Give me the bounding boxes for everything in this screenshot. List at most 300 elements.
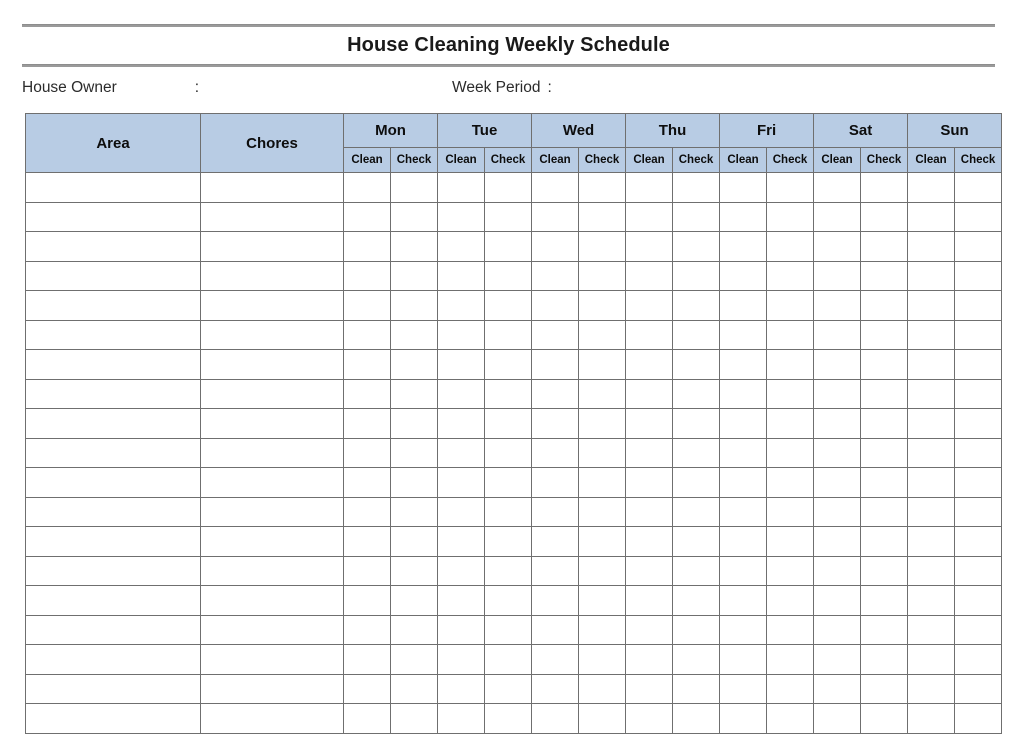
cell-fri-check[interactable] <box>767 409 814 439</box>
cell-sun-check[interactable] <box>955 261 1002 291</box>
cell-fri-clean[interactable] <box>720 173 767 203</box>
cell-mon-clean[interactable] <box>344 173 391 203</box>
cell-sun-check[interactable] <box>955 438 1002 468</box>
cell-area[interactable] <box>26 497 201 527</box>
cell-fri-check[interactable] <box>767 468 814 498</box>
cell-wed-check[interactable] <box>579 409 626 439</box>
cell-mon-clean[interactable] <box>344 409 391 439</box>
cell-thu-clean[interactable] <box>626 527 673 557</box>
cell-chores[interactable] <box>201 497 344 527</box>
cell-fri-check[interactable] <box>767 586 814 616</box>
cell-sat-check[interactable] <box>861 202 908 232</box>
cell-sat-check[interactable] <box>861 527 908 557</box>
cell-sun-clean[interactable] <box>908 232 955 262</box>
cell-wed-check[interactable] <box>579 232 626 262</box>
cell-area[interactable] <box>26 527 201 557</box>
cell-chores[interactable] <box>201 468 344 498</box>
cell-wed-check[interactable] <box>579 438 626 468</box>
cell-sun-clean[interactable] <box>908 615 955 645</box>
cell-tue-check[interactable] <box>485 645 532 675</box>
cell-fri-clean[interactable] <box>720 232 767 262</box>
cell-thu-clean[interactable] <box>626 438 673 468</box>
cell-fri-clean[interactable] <box>720 497 767 527</box>
cell-thu-check[interactable] <box>673 350 720 380</box>
cell-area[interactable] <box>26 556 201 586</box>
cell-sat-check[interactable] <box>861 645 908 675</box>
cell-tue-check[interactable] <box>485 615 532 645</box>
cell-sat-check[interactable] <box>861 409 908 439</box>
cell-area[interactable] <box>26 586 201 616</box>
cell-fri-clean[interactable] <box>720 645 767 675</box>
cell-mon-check[interactable] <box>391 202 438 232</box>
cell-fri-check[interactable] <box>767 202 814 232</box>
cell-wed-clean[interactable] <box>532 438 579 468</box>
cell-area[interactable] <box>26 320 201 350</box>
cell-fri-check[interactable] <box>767 173 814 203</box>
cell-area[interactable] <box>26 674 201 704</box>
cell-mon-clean[interactable] <box>344 350 391 380</box>
cell-fri-check[interactable] <box>767 291 814 321</box>
cell-mon-check[interactable] <box>391 586 438 616</box>
cell-wed-check[interactable] <box>579 261 626 291</box>
cell-sat-clean[interactable] <box>814 320 861 350</box>
cell-chores[interactable] <box>201 173 344 203</box>
cell-fri-clean[interactable] <box>720 350 767 380</box>
cell-tue-check[interactable] <box>485 350 532 380</box>
cell-chores[interactable] <box>201 232 344 262</box>
cell-tue-clean[interactable] <box>438 320 485 350</box>
cell-mon-clean[interactable] <box>344 438 391 468</box>
cell-thu-clean[interactable] <box>626 320 673 350</box>
cell-sun-clean[interactable] <box>908 645 955 675</box>
cell-sat-check[interactable] <box>861 674 908 704</box>
cell-sun-check[interactable] <box>955 674 1002 704</box>
cell-mon-check[interactable] <box>391 645 438 675</box>
cell-thu-clean[interactable] <box>626 468 673 498</box>
cell-mon-clean[interactable] <box>344 291 391 321</box>
cell-sun-check[interactable] <box>955 350 1002 380</box>
cell-mon-check[interactable] <box>391 291 438 321</box>
cell-thu-clean[interactable] <box>626 379 673 409</box>
cell-tue-check[interactable] <box>485 173 532 203</box>
cell-tue-clean[interactable] <box>438 202 485 232</box>
cell-mon-clean[interactable] <box>344 379 391 409</box>
cell-tue-clean[interactable] <box>438 645 485 675</box>
cell-mon-check[interactable] <box>391 468 438 498</box>
cell-wed-check[interactable] <box>579 468 626 498</box>
cell-fri-clean[interactable] <box>720 438 767 468</box>
cell-tue-clean[interactable] <box>438 615 485 645</box>
cell-fri-check[interactable] <box>767 232 814 262</box>
cell-sat-clean[interactable] <box>814 291 861 321</box>
cell-fri-check[interactable] <box>767 497 814 527</box>
cell-mon-check[interactable] <box>391 232 438 262</box>
cell-thu-check[interactable] <box>673 409 720 439</box>
cell-sat-check[interactable] <box>861 615 908 645</box>
cell-tue-clean[interactable] <box>438 409 485 439</box>
cell-thu-check[interactable] <box>673 202 720 232</box>
cell-sun-check[interactable] <box>955 202 1002 232</box>
cell-mon-check[interactable] <box>391 615 438 645</box>
cell-fri-clean[interactable] <box>720 291 767 321</box>
cell-tue-check[interactable] <box>485 674 532 704</box>
cell-sat-clean[interactable] <box>814 586 861 616</box>
cell-fri-clean[interactable] <box>720 468 767 498</box>
cell-wed-check[interactable] <box>579 704 626 734</box>
cell-sun-check[interactable] <box>955 497 1002 527</box>
cell-sun-check[interactable] <box>955 468 1002 498</box>
cell-thu-clean[interactable] <box>626 556 673 586</box>
cell-tue-check[interactable] <box>485 704 532 734</box>
cell-tue-clean[interactable] <box>438 704 485 734</box>
cell-tue-check[interactable] <box>485 468 532 498</box>
cell-fri-clean[interactable] <box>720 202 767 232</box>
cell-thu-check[interactable] <box>673 379 720 409</box>
cell-sun-check[interactable] <box>955 173 1002 203</box>
cell-tue-clean[interactable] <box>438 438 485 468</box>
cell-thu-check[interactable] <box>673 556 720 586</box>
cell-thu-check[interactable] <box>673 704 720 734</box>
cell-sat-check[interactable] <box>861 320 908 350</box>
cell-sat-check[interactable] <box>861 438 908 468</box>
cell-thu-check[interactable] <box>673 615 720 645</box>
cell-tue-clean[interactable] <box>438 379 485 409</box>
cell-wed-clean[interactable] <box>532 674 579 704</box>
cell-chores[interactable] <box>201 291 344 321</box>
cell-sat-clean[interactable] <box>814 261 861 291</box>
cell-area[interactable] <box>26 468 201 498</box>
cell-wed-clean[interactable] <box>532 497 579 527</box>
cell-sat-clean[interactable] <box>814 232 861 262</box>
cell-thu-check[interactable] <box>673 320 720 350</box>
cell-chores[interactable] <box>201 615 344 645</box>
cell-mon-check[interactable] <box>391 674 438 704</box>
cell-wed-clean[interactable] <box>532 586 579 616</box>
cell-thu-clean[interactable] <box>626 291 673 321</box>
cell-sun-clean[interactable] <box>908 409 955 439</box>
cell-mon-check[interactable] <box>391 320 438 350</box>
cell-thu-clean[interactable] <box>626 645 673 675</box>
cell-thu-check[interactable] <box>673 645 720 675</box>
cell-area[interactable] <box>26 232 201 262</box>
cell-tue-check[interactable] <box>485 409 532 439</box>
cell-thu-check[interactable] <box>673 173 720 203</box>
cell-wed-clean[interactable] <box>532 615 579 645</box>
cell-chores[interactable] <box>201 527 344 557</box>
cell-area[interactable] <box>26 615 201 645</box>
cell-mon-clean[interactable] <box>344 615 391 645</box>
cell-sat-clean[interactable] <box>814 497 861 527</box>
cell-tue-check[interactable] <box>485 291 532 321</box>
cell-chores[interactable] <box>201 704 344 734</box>
cell-mon-clean[interactable] <box>344 704 391 734</box>
cell-sat-check[interactable] <box>861 704 908 734</box>
cell-sat-clean[interactable] <box>814 704 861 734</box>
cell-chores[interactable] <box>201 350 344 380</box>
cell-thu-clean[interactable] <box>626 586 673 616</box>
cell-mon-check[interactable] <box>391 704 438 734</box>
cell-fri-clean[interactable] <box>720 674 767 704</box>
cell-mon-clean[interactable] <box>344 674 391 704</box>
cell-sun-clean[interactable] <box>908 320 955 350</box>
cell-fri-check[interactable] <box>767 556 814 586</box>
cell-wed-clean[interactable] <box>532 320 579 350</box>
cell-sun-check[interactable] <box>955 409 1002 439</box>
cell-area[interactable] <box>26 379 201 409</box>
cell-sun-check[interactable] <box>955 320 1002 350</box>
cell-sat-clean[interactable] <box>814 409 861 439</box>
cell-thu-check[interactable] <box>673 527 720 557</box>
cell-thu-check[interactable] <box>673 232 720 262</box>
cell-area[interactable] <box>26 291 201 321</box>
cell-sat-clean[interactable] <box>814 645 861 675</box>
cell-thu-check[interactable] <box>673 497 720 527</box>
cell-sun-check[interactable] <box>955 379 1002 409</box>
cell-fri-check[interactable] <box>767 320 814 350</box>
cell-wed-clean[interactable] <box>532 527 579 557</box>
cell-tue-check[interactable] <box>485 202 532 232</box>
cell-mon-clean[interactable] <box>344 586 391 616</box>
cell-thu-check[interactable] <box>673 586 720 616</box>
cell-sun-clean[interactable] <box>908 586 955 616</box>
cell-wed-clean[interactable] <box>532 468 579 498</box>
cell-mon-check[interactable] <box>391 350 438 380</box>
cell-thu-check[interactable] <box>673 468 720 498</box>
cell-sat-check[interactable] <box>861 556 908 586</box>
cell-fri-check[interactable] <box>767 350 814 380</box>
cell-sun-clean[interactable] <box>908 438 955 468</box>
cell-thu-clean[interactable] <box>626 409 673 439</box>
cell-sat-clean[interactable] <box>814 527 861 557</box>
cell-tue-check[interactable] <box>485 586 532 616</box>
cell-tue-clean[interactable] <box>438 291 485 321</box>
cell-sun-clean[interactable] <box>908 291 955 321</box>
cell-area[interactable] <box>26 202 201 232</box>
cell-area[interactable] <box>26 261 201 291</box>
cell-sat-check[interactable] <box>861 350 908 380</box>
cell-mon-clean[interactable] <box>344 261 391 291</box>
cell-fri-check[interactable] <box>767 438 814 468</box>
cell-chores[interactable] <box>201 674 344 704</box>
cell-area[interactable] <box>26 438 201 468</box>
cell-sun-clean[interactable] <box>908 704 955 734</box>
cell-sun-check[interactable] <box>955 645 1002 675</box>
cell-sat-check[interactable] <box>861 497 908 527</box>
cell-tue-clean[interactable] <box>438 556 485 586</box>
cell-tue-clean[interactable] <box>438 674 485 704</box>
cell-sun-check[interactable] <box>955 556 1002 586</box>
cell-fri-clean[interactable] <box>720 409 767 439</box>
cell-tue-check[interactable] <box>485 527 532 557</box>
cell-mon-clean[interactable] <box>344 468 391 498</box>
cell-fri-check[interactable] <box>767 645 814 675</box>
cell-wed-clean[interactable] <box>532 232 579 262</box>
cell-sat-check[interactable] <box>861 232 908 262</box>
cell-sun-clean[interactable] <box>908 497 955 527</box>
cell-thu-clean[interactable] <box>626 173 673 203</box>
cell-sun-check[interactable] <box>955 615 1002 645</box>
cell-fri-check[interactable] <box>767 527 814 557</box>
cell-sun-clean[interactable] <box>908 350 955 380</box>
cell-fri-check[interactable] <box>767 379 814 409</box>
cell-sat-clean[interactable] <box>814 615 861 645</box>
cell-mon-check[interactable] <box>391 497 438 527</box>
cell-wed-clean[interactable] <box>532 173 579 203</box>
cell-sat-check[interactable] <box>861 261 908 291</box>
cell-thu-clean[interactable] <box>626 497 673 527</box>
cell-wed-clean[interactable] <box>532 556 579 586</box>
cell-fri-clean[interactable] <box>720 704 767 734</box>
cell-area[interactable] <box>26 409 201 439</box>
cell-mon-clean[interactable] <box>344 556 391 586</box>
cell-wed-check[interactable] <box>579 674 626 704</box>
cell-tue-check[interactable] <box>485 232 532 262</box>
cell-thu-clean[interactable] <box>626 674 673 704</box>
cell-thu-clean[interactable] <box>626 261 673 291</box>
cell-fri-clean[interactable] <box>720 261 767 291</box>
cell-wed-clean[interactable] <box>532 261 579 291</box>
cell-chores[interactable] <box>201 379 344 409</box>
cell-mon-clean[interactable] <box>344 202 391 232</box>
cell-thu-clean[interactable] <box>626 232 673 262</box>
cell-wed-check[interactable] <box>579 586 626 616</box>
cell-tue-clean[interactable] <box>438 468 485 498</box>
cell-sat-check[interactable] <box>861 291 908 321</box>
cell-area[interactable] <box>26 645 201 675</box>
cell-sun-clean[interactable] <box>908 468 955 498</box>
cell-thu-clean[interactable] <box>626 615 673 645</box>
cell-chores[interactable] <box>201 645 344 675</box>
cell-area[interactable] <box>26 350 201 380</box>
cell-tue-clean[interactable] <box>438 497 485 527</box>
cell-fri-check[interactable] <box>767 261 814 291</box>
cell-sat-clean[interactable] <box>814 556 861 586</box>
cell-tue-clean[interactable] <box>438 173 485 203</box>
cell-wed-check[interactable] <box>579 320 626 350</box>
cell-sat-clean[interactable] <box>814 350 861 380</box>
cell-sat-check[interactable] <box>861 586 908 616</box>
cell-wed-check[interactable] <box>579 291 626 321</box>
cell-tue-check[interactable] <box>485 556 532 586</box>
cell-mon-clean[interactable] <box>344 320 391 350</box>
cell-sun-clean[interactable] <box>908 674 955 704</box>
cell-wed-check[interactable] <box>579 202 626 232</box>
cell-mon-check[interactable] <box>391 379 438 409</box>
cell-sun-check[interactable] <box>955 704 1002 734</box>
cell-fri-check[interactable] <box>767 674 814 704</box>
cell-sat-clean[interactable] <box>814 173 861 203</box>
cell-tue-check[interactable] <box>485 320 532 350</box>
cell-sun-check[interactable] <box>955 291 1002 321</box>
cell-tue-clean[interactable] <box>438 527 485 557</box>
cell-tue-check[interactable] <box>485 379 532 409</box>
cell-chores[interactable] <box>201 320 344 350</box>
cell-chores[interactable] <box>201 556 344 586</box>
cell-wed-clean[interactable] <box>532 645 579 675</box>
cell-tue-clean[interactable] <box>438 586 485 616</box>
cell-tue-check[interactable] <box>485 497 532 527</box>
cell-wed-check[interactable] <box>579 350 626 380</box>
cell-sun-clean[interactable] <box>908 261 955 291</box>
cell-sun-clean[interactable] <box>908 556 955 586</box>
cell-thu-check[interactable] <box>673 674 720 704</box>
cell-sun-clean[interactable] <box>908 527 955 557</box>
cell-sat-check[interactable] <box>861 468 908 498</box>
cell-thu-check[interactable] <box>673 261 720 291</box>
cell-mon-clean[interactable] <box>344 497 391 527</box>
cell-wed-check[interactable] <box>579 379 626 409</box>
cell-wed-check[interactable] <box>579 527 626 557</box>
cell-fri-check[interactable] <box>767 615 814 645</box>
cell-wed-clean[interactable] <box>532 202 579 232</box>
cell-thu-clean[interactable] <box>626 350 673 380</box>
cell-sun-check[interactable] <box>955 232 1002 262</box>
cell-chores[interactable] <box>201 438 344 468</box>
cell-sun-clean[interactable] <box>908 202 955 232</box>
cell-sat-clean[interactable] <box>814 468 861 498</box>
cell-mon-check[interactable] <box>391 409 438 439</box>
cell-sun-check[interactable] <box>955 586 1002 616</box>
cell-fri-check[interactable] <box>767 704 814 734</box>
cell-sun-clean[interactable] <box>908 379 955 409</box>
cell-wed-check[interactable] <box>579 497 626 527</box>
cell-sat-check[interactable] <box>861 379 908 409</box>
cell-fri-clean[interactable] <box>720 379 767 409</box>
cell-sat-clean[interactable] <box>814 674 861 704</box>
cell-mon-check[interactable] <box>391 556 438 586</box>
cell-wed-clean[interactable] <box>532 350 579 380</box>
cell-tue-clean[interactable] <box>438 232 485 262</box>
cell-sat-clean[interactable] <box>814 379 861 409</box>
cell-thu-check[interactable] <box>673 291 720 321</box>
cell-mon-check[interactable] <box>391 173 438 203</box>
cell-wed-check[interactable] <box>579 556 626 586</box>
cell-wed-clean[interactable] <box>532 291 579 321</box>
cell-mon-clean[interactable] <box>344 232 391 262</box>
cell-sat-check[interactable] <box>861 173 908 203</box>
cell-wed-clean[interactable] <box>532 409 579 439</box>
cell-fri-clean[interactable] <box>720 586 767 616</box>
cell-tue-clean[interactable] <box>438 350 485 380</box>
cell-chores[interactable] <box>201 409 344 439</box>
cell-sun-clean[interactable] <box>908 173 955 203</box>
cell-wed-check[interactable] <box>579 645 626 675</box>
cell-fri-clean[interactable] <box>720 615 767 645</box>
cell-wed-clean[interactable] <box>532 704 579 734</box>
cell-thu-clean[interactable] <box>626 704 673 734</box>
cell-tue-clean[interactable] <box>438 261 485 291</box>
cell-mon-check[interactable] <box>391 527 438 557</box>
cell-area[interactable] <box>26 704 201 734</box>
cell-fri-clean[interactable] <box>720 527 767 557</box>
cell-area[interactable] <box>26 173 201 203</box>
cell-fri-clean[interactable] <box>720 320 767 350</box>
cell-tue-check[interactable] <box>485 438 532 468</box>
cell-tue-check[interactable] <box>485 261 532 291</box>
cell-sun-check[interactable] <box>955 527 1002 557</box>
cell-sat-clean[interactable] <box>814 202 861 232</box>
cell-mon-clean[interactable] <box>344 645 391 675</box>
cell-wed-check[interactable] <box>579 615 626 645</box>
cell-wed-clean[interactable] <box>532 379 579 409</box>
cell-thu-clean[interactable] <box>626 202 673 232</box>
cell-mon-check[interactable] <box>391 261 438 291</box>
cell-chores[interactable] <box>201 261 344 291</box>
cell-fri-clean[interactable] <box>720 556 767 586</box>
cell-wed-check[interactable] <box>579 173 626 203</box>
cell-chores[interactable] <box>201 202 344 232</box>
cell-thu-check[interactable] <box>673 438 720 468</box>
